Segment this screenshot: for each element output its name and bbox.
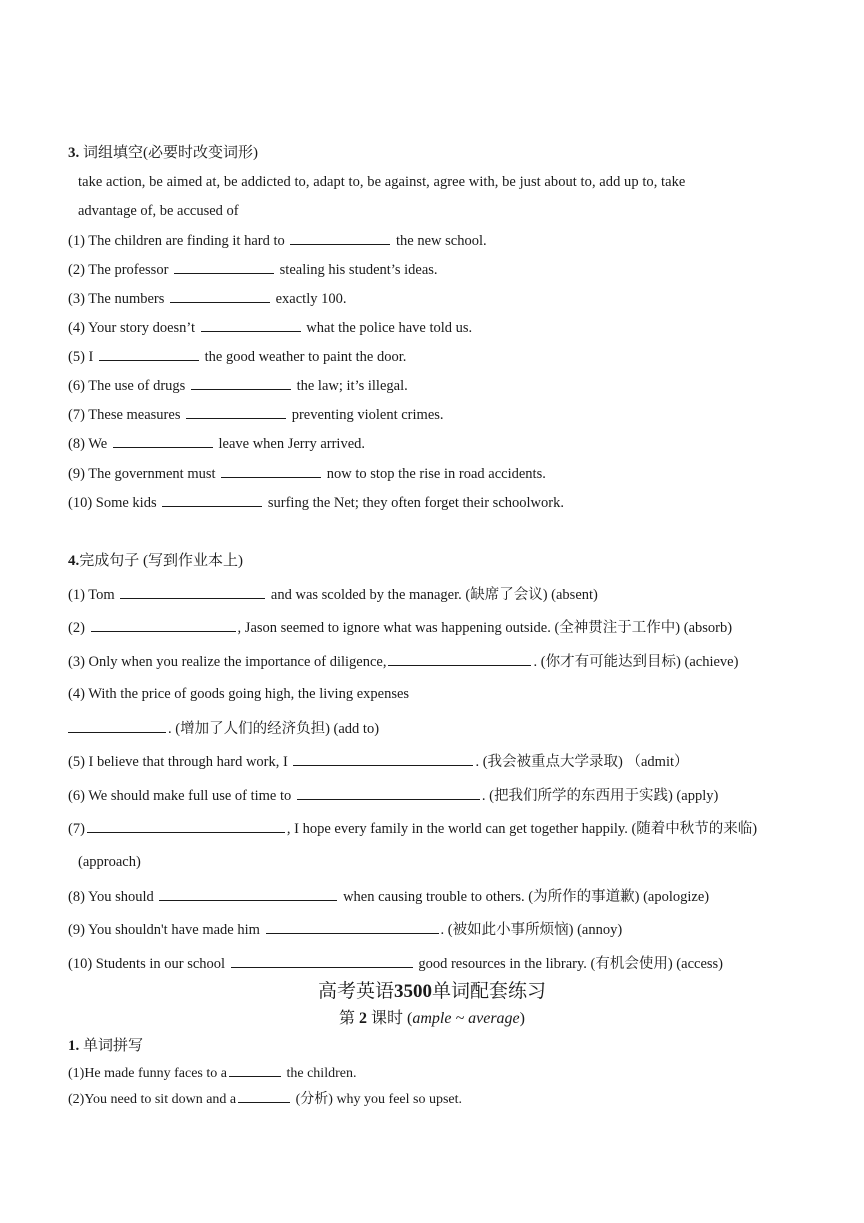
s3-item-8-pre: (8) We (68, 436, 108, 452)
section4-title: 完成句子 (写到作业本上) (79, 553, 243, 569)
answer-blank[interactable] (388, 651, 531, 666)
lesson-title-pre: 高考英语 (317, 981, 394, 1002)
s4-item-7-pre: (7) (68, 821, 85, 837)
s4-item-7-line2: (approach) (78, 854, 141, 870)
s4-item-8 (68, 886, 804, 907)
lesson-title-num: 3500 (394, 981, 432, 1002)
s4-item-4-line2 (68, 718, 804, 739)
phrase-bank-line1: take action, be aimed at, be addicted to, adapt to, be against, agree with, be just about to, add up to, take (78, 174, 686, 190)
s4-item-3 (68, 651, 804, 672)
s1-item-1 (68, 1062, 804, 1084)
s3-item-10-post: surfing the Net; they often forget their schoolwork. (267, 495, 564, 511)
s3-item-6-post: the law; it’s illegal. (296, 378, 408, 394)
answer-blank[interactable] (229, 1062, 281, 1077)
section1-number: 1. (68, 1038, 80, 1054)
answer-blank[interactable] (113, 433, 213, 448)
answer-blank[interactable] (87, 818, 285, 833)
s3-item-9-pre: (9) The government must (68, 466, 216, 482)
answer-blank[interactable] (68, 718, 166, 733)
s3-item-6 (68, 375, 804, 396)
answer-blank[interactable] (120, 584, 265, 599)
s4-item-10-pre: (10) Students in our school (68, 956, 226, 972)
lesson-sub-end: ) (519, 1010, 525, 1027)
s1-item-2-pre: (2)You need to sit down and a (68, 1092, 237, 1107)
s4-item-5 (68, 751, 804, 772)
s3-item-1-pre: (1) The children are finding it hard to (68, 233, 285, 249)
answer-blank[interactable] (290, 230, 390, 245)
s3-item-10 (68, 492, 804, 513)
answer-blank[interactable] (231, 953, 413, 968)
s4-item-8-pre: (8) You should (68, 889, 154, 905)
s4-item-5-pre: (5) I believe that through hard work, I (68, 754, 288, 770)
s3-item-9-post: now to stop the rise in road accidents. (326, 466, 546, 482)
s3-item-2-post: stealing his student’s ideas. (279, 262, 438, 278)
s3-item-7-post: preventing violent crimes. (291, 407, 444, 423)
s4-item-1-post: and was scolded by the manager. (缺席了会议) (absent) (270, 587, 598, 603)
s4-item-7-post: , I hope every family in the world can get together happily. (随着中秋节的来临) (286, 821, 758, 837)
answer-blank[interactable] (221, 463, 321, 478)
s4-item-5-post: . (我会被重点大学录取) （admit） (475, 754, 689, 770)
lesson-sub-mid: 课时 ( (371, 1010, 413, 1027)
answer-blank[interactable] (186, 404, 286, 419)
section1-heading (68, 1036, 804, 1056)
s3-item-2 (68, 259, 804, 280)
s3-item-4 (68, 317, 804, 338)
s4-item-9-pre: (9) You shouldn't have made him (68, 922, 260, 938)
s4-item-2 (68, 617, 804, 638)
s4-item-3-post: . (你才有可能达到目标) (achieve) (533, 654, 739, 670)
s4-item-6-post: . (把我们所学的东西用于实践) (apply) (481, 788, 719, 804)
s1-item-1-pre: (1)He made funny faces to a (68, 1066, 227, 1081)
s4-item-10-post: good resources in the library. (有机会使用) (access) (418, 956, 723, 972)
s4-item-1 (68, 584, 804, 605)
s1-item-2 (68, 1088, 804, 1110)
s1-item-2-post: (分析) why you feel so upset. (295, 1092, 463, 1107)
s4-item-6 (68, 785, 804, 806)
answer-blank[interactable] (162, 492, 262, 507)
s3-item-8 (68, 433, 804, 454)
answer-blank[interactable] (91, 617, 236, 632)
s3-item-4-pre: (4) Your story doesn’t (68, 320, 196, 336)
s4-item-7-line1 (68, 818, 804, 839)
lesson-title-post: 单词配套练习 (432, 981, 547, 1002)
section1-title: 单词拼写 (83, 1038, 144, 1054)
answer-blank[interactable] (293, 751, 473, 766)
s3-item-8-post: leave when Jerry arrived. (218, 436, 366, 452)
answer-blank[interactable] (159, 886, 337, 901)
s3-item-3-post: exactly 100. (275, 291, 347, 307)
lesson-sub-pre: 第 (339, 1010, 356, 1027)
s3-item-5-post: the good weather to paint the door. (204, 349, 407, 365)
section3-heading (68, 143, 804, 163)
s3-item-6-pre: (6) The use of drugs (68, 378, 186, 394)
s4-item-8-post: when causing trouble to others. (为所作的事道歉) (apologize) (343, 889, 710, 905)
s1-item-1-post: the children. (286, 1066, 357, 1081)
s3-item-3-pre: (3) The numbers (68, 291, 165, 307)
s3-item-5-pre: (5) I (68, 349, 94, 365)
answer-blank[interactable] (99, 346, 199, 361)
answer-blank[interactable] (170, 288, 270, 303)
answer-blank[interactable] (266, 919, 439, 934)
answer-blank[interactable] (174, 259, 274, 274)
s3-item-3 (68, 288, 804, 309)
s4-item-1-pre: (1) Tom (68, 587, 115, 603)
s3-item-4-post: what the police have told us. (306, 320, 473, 336)
s3-item-7-pre: (7) These measures (68, 407, 181, 423)
s3-item-1 (68, 230, 804, 251)
answer-blank[interactable] (297, 785, 480, 800)
s3-item-9 (68, 463, 804, 484)
s4-item-3-pre: (3) Only when you realize the importance of diligence, (68, 654, 387, 670)
lesson-sub-range: ample ~ average (412, 1010, 520, 1027)
lesson-subtitle (0, 1008, 864, 1030)
answer-blank[interactable] (191, 375, 291, 390)
lesson-title (0, 980, 864, 1004)
s4-item-9 (68, 919, 804, 940)
phrase-bank-line2: advantage of, be accused of (78, 203, 239, 219)
section4-number: 4. (68, 553, 80, 569)
answer-blank[interactable] (238, 1088, 290, 1103)
s3-item-1-post: the new school. (396, 233, 487, 249)
s4-item-2-post: , Jason seemed to ignore what was happening outside. (全神贯注于工作中) (absorb) (237, 620, 733, 636)
lesson-sub-num: 2 (359, 1010, 368, 1027)
s3-item-7 (68, 404, 804, 425)
s4-item-9-post: . (被如此小事所烦恼) (annoy) (440, 922, 623, 938)
section4-heading (68, 551, 804, 571)
s4-item-4-line1: (4) With the price of goods going high, the living expenses (68, 686, 410, 702)
section3-number: 3. (68, 145, 80, 161)
s4-item-10 (68, 953, 804, 974)
s4-item-4-post: . (增加了人们的经济负担) (add to) (168, 721, 380, 737)
s4-item-6-pre: (6) We should make full use of time to (68, 788, 292, 804)
s3-item-2-pre: (2) The professor (68, 262, 169, 278)
s3-item-10-pre: (10) Some kids (68, 495, 157, 511)
section3-title: 词组填空(必要时改变词形) (83, 145, 258, 161)
s4-item-2-pre: (2) (68, 620, 85, 636)
s3-item-5 (68, 346, 804, 367)
answer-blank[interactable] (201, 317, 301, 332)
